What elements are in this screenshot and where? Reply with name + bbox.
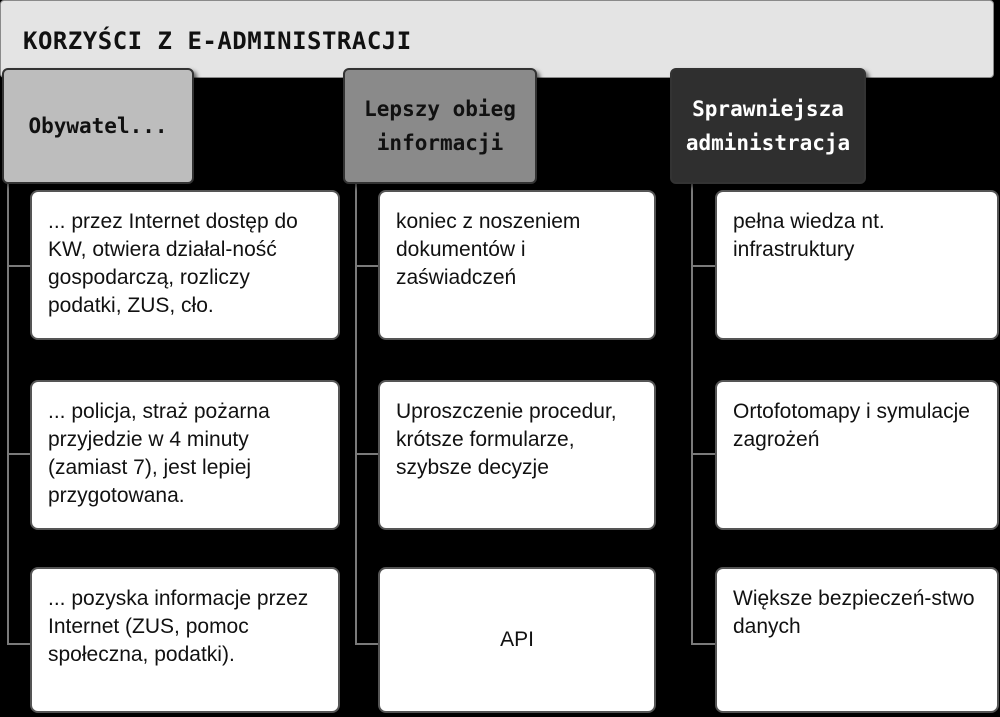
diagram-title: KORZYŚCI Z E-ADMINISTRACJI bbox=[23, 27, 412, 55]
header-sprawniejsza-label: Sprawniejsza administracja bbox=[685, 97, 851, 155]
connector-col1-branch3 bbox=[7, 643, 32, 645]
header-lepszy-obieg-label: Lepszy obieg informacji bbox=[364, 97, 516, 155]
connector-col3 bbox=[691, 150, 693, 645]
header-sprawniejsza bbox=[670, 68, 866, 184]
connector-col1 bbox=[7, 150, 9, 645]
connector-col2-branch2 bbox=[355, 453, 380, 455]
connector-col1-branch1 bbox=[7, 265, 32, 267]
connector-col2-branch1 bbox=[355, 265, 380, 267]
connector-col3-branch3 bbox=[691, 643, 716, 645]
connector-col1-branch2 bbox=[7, 453, 32, 455]
card-administracja-3: Większe bezpieczeń-stwo danych bbox=[715, 567, 999, 713]
card-obieg-1: koniec z noszeniem dokumentów i zaświadczeń bbox=[378, 190, 656, 340]
header-obywatel-label: Obywatel... bbox=[28, 114, 168, 138]
connector-col2 bbox=[355, 150, 357, 645]
header-obywatel bbox=[2, 68, 194, 184]
card-obywatel-2: ... policja, straż pożarna przyjedzie w 4 minuty (zamiast 7), jest lepiej przygotowana. bbox=[30, 380, 340, 530]
connector-col2-branch3 bbox=[355, 643, 380, 645]
card-obieg-3 bbox=[378, 567, 656, 713]
header-lepszy-obieg bbox=[343, 68, 537, 184]
connector-col3-branch1 bbox=[691, 265, 716, 267]
connector-col3-branch2 bbox=[691, 453, 716, 455]
card-obywatel-1: ... przez Internet dostęp do KW, otwiera działal-ność gospodarczą, rozliczy podatki, ZUS, cło. bbox=[30, 190, 340, 340]
title-banner bbox=[0, 0, 994, 78]
card-obieg-2: Uproszczenie procedur, krótsze formularze, szybsze decyzje bbox=[378, 380, 656, 530]
card-administracja-1: pełna wiedza nt. infrastruktury bbox=[715, 190, 999, 340]
card-obieg-3-label: API bbox=[500, 628, 534, 651]
card-obywatel-3: ... pozyska informacje przez Internet (ZUS, pomoc społeczna, podatki). bbox=[30, 567, 340, 713]
card-administracja-2: Ortofotomapy i symulacje zagrożeń bbox=[715, 380, 999, 530]
